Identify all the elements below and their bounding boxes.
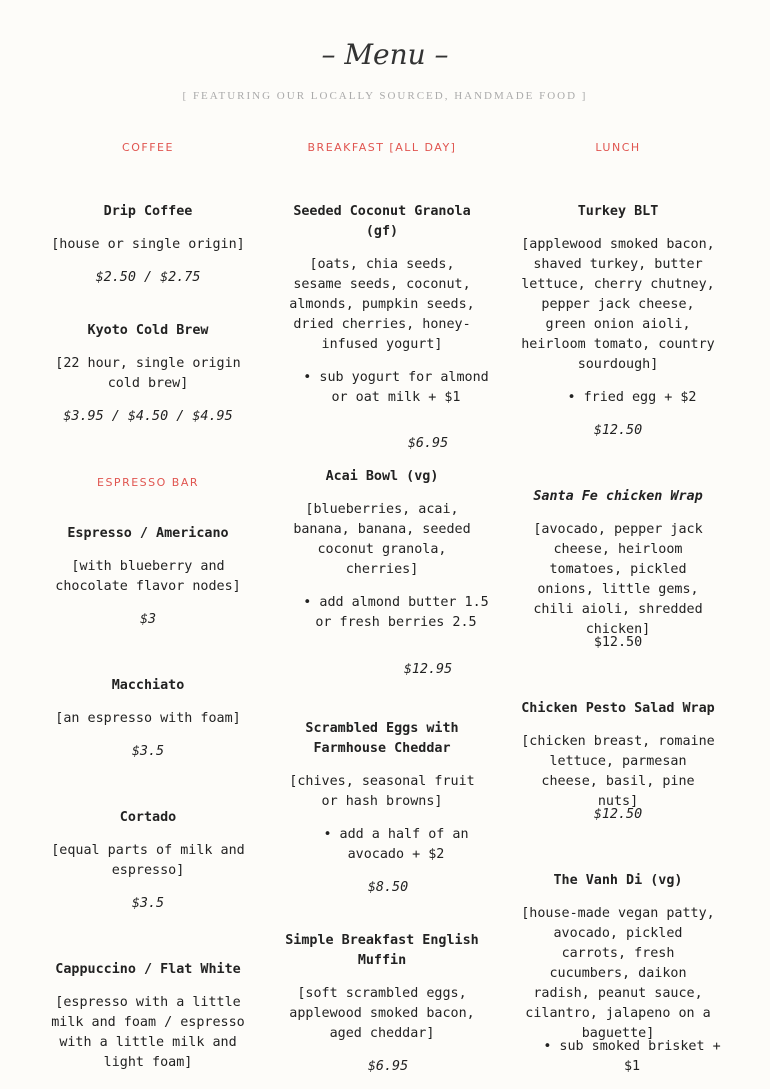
item-name: Macchiato	[111, 678, 185, 693]
item-description: [oats, chia seeds, sesame seeds, coconut, almonds, pumpkin seeds, dried cherries, honey-infused yogurt]	[289, 257, 475, 352]
menu-title: – Menu –	[321, 38, 449, 71]
item-price: $12.50	[593, 423, 643, 438]
item-description: [chives, seasonal fruit or hash browns]	[289, 774, 475, 809]
item-addon: • sub yogurt for almond or oat milk + $1	[303, 370, 489, 405]
item-price: $3.95 / $4.50 / $4.95	[63, 409, 233, 424]
item-name: Espresso / Americano	[67, 526, 229, 541]
item-name: Cortado	[119, 810, 177, 825]
section-heading-coffee: COFFEE	[122, 141, 174, 154]
item-description: [house or single origin]	[51, 237, 245, 252]
item-description: [with blueberry and chocolate flavor nodes]	[55, 559, 241, 594]
item-addon: • sub smoked brisket + $1	[543, 1039, 721, 1074]
section-heading-breakfast: BREAKFAST [ALL DAY]	[307, 141, 457, 154]
item-description: [blueberries, acai, banana, banana, seeded coconut granola, cherries]	[293, 502, 471, 577]
item-description: [equal parts of milk and espresso]	[51, 843, 245, 878]
item-price: $3	[139, 612, 157, 627]
item-name: Turkey BLT	[577, 204, 659, 219]
item-description: [applewood smoked bacon, shaved turkey, butter lettuce, cherry chutney, pepper jack cheese, green onion aioli, heirloom tomato, country sourdough]	[521, 237, 715, 372]
item-price: $12.50	[593, 635, 643, 650]
item-name: Santa Fe chicken Wrap	[533, 489, 703, 504]
item-name: Seeded Coconut Granola (gf)	[293, 204, 471, 239]
section-heading-espresso: ESPRESSO BAR	[97, 476, 199, 489]
item-addon: • add almond butter 1.5 or fresh berries 2.5	[303, 595, 489, 630]
item-name: Cappuccino / Flat White	[55, 962, 241, 977]
section-heading-lunch: LUNCH	[595, 141, 641, 154]
item-description: [chicken breast, romaine lettuce, parmesan cheese, basil, pine nuts]	[521, 734, 715, 809]
item-description: [an espresso with foam]	[55, 711, 241, 726]
menu-subtitle: [ FEATURING OUR LOCALLY SOURCED, HANDMADE FOOD ]	[182, 90, 588, 102]
item-description: [avocado, pepper jack cheese, heirloom tomatoes, pickled onions, little gems, chili aioli, shredded chicken]	[533, 522, 703, 637]
item-price: $3.5	[131, 896, 165, 911]
item-name: Scrambled Eggs with Farmhouse Cheddar	[305, 721, 459, 756]
item-name: Simple Breakfast English Muffin	[285, 933, 479, 968]
item-price: $2.50 / $2.75	[95, 270, 201, 285]
item-name: Drip Coffee	[103, 204, 193, 219]
item-price: $12.50	[593, 807, 643, 822]
item-description: [espresso with a little milk and foam / espresso with a little milk and light foam]	[51, 995, 245, 1070]
item-price: $6.95	[367, 1059, 409, 1074]
item-addon: • add a half of an avocado + $2	[323, 827, 469, 862]
item-price: $12.95	[403, 662, 453, 677]
item-name: Chicken Pesto Salad Wrap	[521, 701, 715, 716]
item-price: $8.50	[367, 880, 409, 895]
item-name: Acai Bowl (vg)	[325, 469, 439, 484]
item-price: $3.5	[131, 744, 165, 759]
item-description: [22 hour, single origin cold brew]	[55, 356, 241, 391]
item-description: [soft scrambled eggs, applewood smoked bacon, aged cheddar]	[289, 986, 475, 1041]
item-description: [house-made vegan patty, avocado, pickled carrots, fresh cucumbers, daikon radish, peanut sauce, cilantro, jalapeno on a baguette]	[521, 906, 715, 1041]
item-name: Kyoto Cold Brew	[87, 323, 209, 338]
item-price: $6.95	[407, 436, 449, 451]
item-addon: • fried egg + $2	[567, 390, 697, 405]
item-name: The Vanh Di (vg)	[553, 873, 683, 888]
